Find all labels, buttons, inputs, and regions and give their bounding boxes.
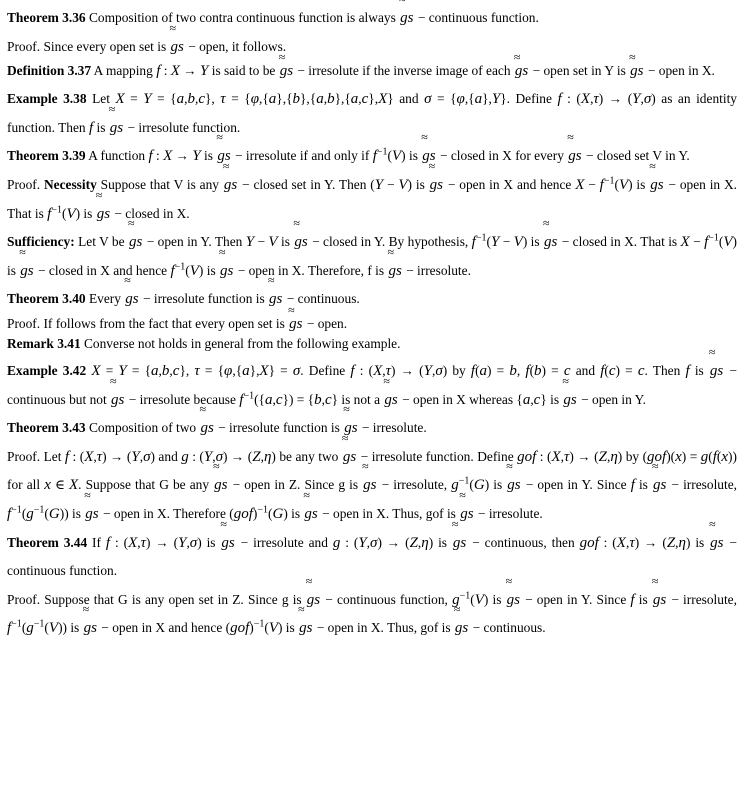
label-theorem-3-43: Theorem 3.43 bbox=[7, 420, 86, 436]
proof-3-39-necessity: Proof. Necessity Suppose that V is any ≈ gs − closed set in Y. Then (Y − V) is ≈ gs − open in X and hence $X - f^{-1}(V)$ is ≈ gs − open in X. That is $f^{-1}(V)$ is ≈ gs − closed in X. bbox=[7, 171, 737, 228]
label-theorem-3-36: Theorem 3.36 bbox=[7, 10, 86, 25]
label-theorem-3-39: Theorem 3.39 bbox=[7, 148, 86, 164]
label-sufficiency: Sufficiency: bbox=[7, 234, 75, 250]
theorem-3-44: Theorem 3.44 If f : (X,τ) → (Y,σ) is ≈ gs − irresolute and g : (Y,σ) → (Z,η) is ≈ gs − continuous, then gof : (X,τ) → (Z,η) is ≈ gs − continuous function. bbox=[7, 529, 737, 586]
example-3-38: Example 3.38 Let X = Y = {a,b,c}, τ = {φ,{a},{b},{a,b},{a,c},X} and σ = {φ,{a},Y}. Define f : (X,τ) → (Y,σ) as an identity function. Then f is ≈ gs − irresolute function. bbox=[7, 85, 737, 142]
theorem-3-43: Theorem 3.43 Composition of two ≈ gs − irresolute function is ≈ gs − irresolute. bbox=[7, 414, 737, 443]
proof-3-36: Proof. Since every open set is ≈ gs − open, it follows. bbox=[7, 33, 737, 62]
label-example-3-38: Example 3.38 bbox=[7, 91, 87, 107]
label-example-3-42: Example 3.42 bbox=[7, 362, 87, 378]
label-theorem-3-40: Theorem 3.40 bbox=[7, 291, 86, 307]
example-3-42: Example 3.42 X = Y = {a,b,c}, τ = {φ,{a},X} = σ. Define f : (X,τ) → (Y,σ) by f(a) = b, f(b) = c and f(c) = c. Then f is ≈ gs − continuous but not ≈ gs − irresolute because $f^{-1}(\{a,c\}) = \{b,c\}$ is not a ≈ gs − open in X whereas {a,c} is ≈ gs − open in Y. bbox=[7, 357, 737, 414]
proof-3-44: Proof. Suppose that G is any open set in Z. Since g is ≈ gs − continuous function, $g^{-1}(V)$ is ≈ gs − open in Y. Since f is ≈ gs − irresolute, $f^{-1}(g^{-1}(V))$ is ≈ gs − open in X and hence (gof)$^{-1}$(V) is ≈ gs − open in X. Thus, gof is ≈ gs − continuous. bbox=[7, 586, 737, 643]
label-theorem-3-44: Theorem 3.44 bbox=[7, 534, 88, 550]
proof-3-43: Proof. Let f : (X,τ) → (Y,σ) and g : (Y,σ) → (Z,η) be any two ≈ gs − irresolute function. Define gof : (X,τ) → (Z,η) by (gof)(x) = g(f(x)) for all x ∈ X. Suppose that G be any ≈ gs − open in Z. Since g is ≈ gs − irresolute, $g^{-1}(G)$ is ≈ gs − open in Y. Since f is ≈ gs − irresolute, $f^{-1}(g^{-1}(G))$ is ≈ gs − open in X. Therefore (gof)$^{-1}$(G) is ≈ gs − open in X. Thus, gof is ≈ gs − irresolute. bbox=[7, 443, 737, 529]
theorem-3-39: Theorem 3.39 A function f : X → Y is ≈ gs − irresolute if and only if $f^{-1}(V)$ is ≈ gs − closed in X for every ≈ gs − closed set V in Y. bbox=[7, 142, 737, 171]
label-definition-3-37: Definition 3.37 bbox=[7, 63, 92, 79]
theorem-3-40: Theorem 3.40 Every ≈ gs − irresolute function is ≈ gs − continuous. bbox=[7, 285, 737, 314]
proof-3-40: Proof. If follows from the fact that every open set is ≈ gs − open. Remark 3.41 Converse not holds in general from the following example. bbox=[7, 314, 737, 353]
definition-3-37: Definition 3.37 A mapping f : X → Y is said to be ≈ gs − irresolute if the inverse image of each ≈ gs − open set in Y is ≈ gs − open in X. bbox=[7, 61, 737, 81]
theorem-3-36: Theorem 3.36 Composition of two contra continuous function is always ≈ gs − continuous function. bbox=[7, 4, 737, 33]
label-remark-3-41: Remark 3.41 bbox=[7, 335, 81, 351]
proof-3-39-sufficiency: Sufficiency: Let V be ≈ gs − open in Y. Then Y − V is ≈ gs − closed in Y. By hypothesis, $f^{-1}(Y - V)$ is ≈ gs − closed in X. That is $X - f^{-1}(V)$ is ≈ gs − closed in X and hence $f^{-1}(V)$ is ≈ gs − open in X. Therefore, f is ≈ gs − irresolute. bbox=[7, 228, 737, 285]
